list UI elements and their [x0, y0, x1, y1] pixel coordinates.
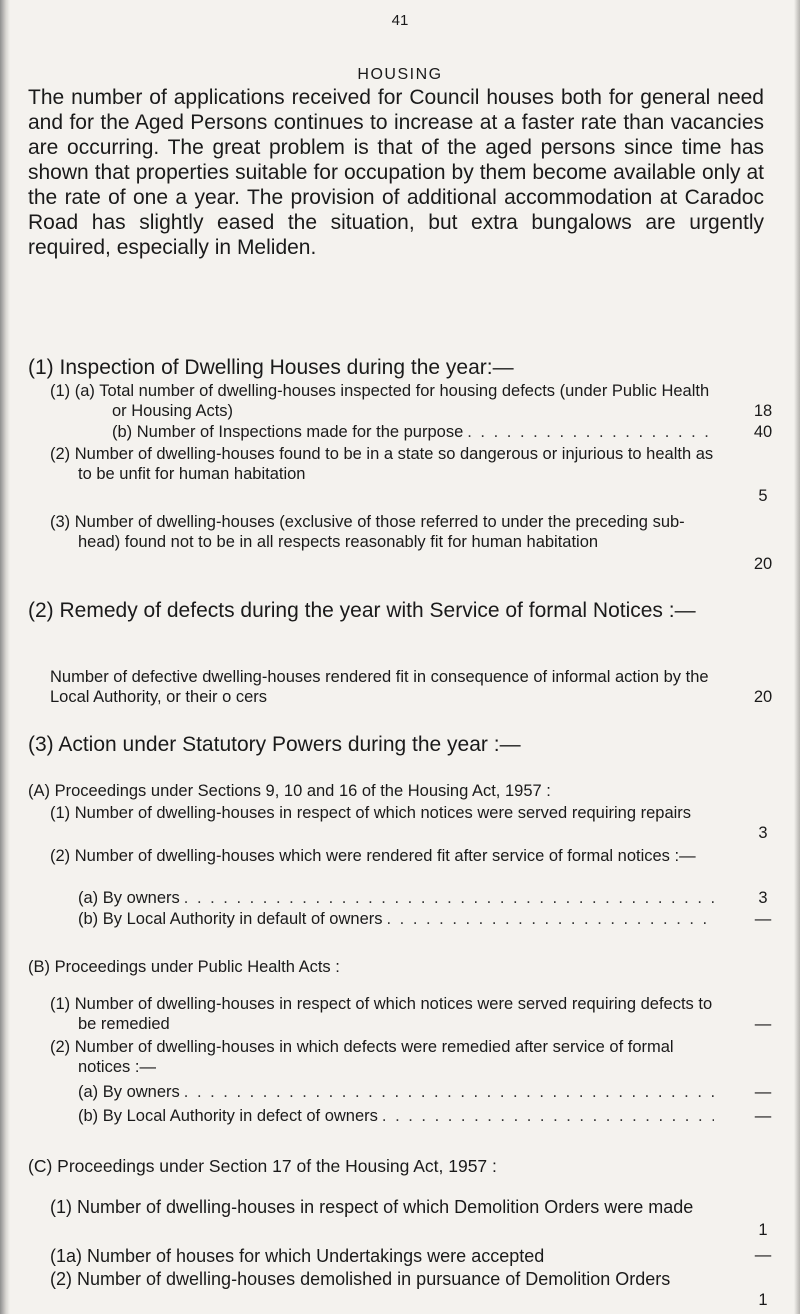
item-A1-text: (1) Number of dwelling-houses in respect of which notices were served requiring repairs	[50, 804, 692, 822]
item-1-3-text: (3) Number of dwelling-houses (exclusive of those referred to under the preceding sub-head) found not to be in all respects reasonably fit for human habitation	[50, 513, 685, 551]
section-2-text: Number of defective dwelling-houses rendered fit in consequence of informal action by the Local Authority, or their o cers	[50, 668, 709, 706]
item-C1a-value: —	[754, 1246, 772, 1264]
item-B2b-text: (b) By Local Authority in defect of owners	[78, 1107, 378, 1125]
item-B2-text: (2) Number of dwelling-houses in which defects were remedied after service of formal notices :—	[50, 1038, 674, 1076]
item-C2-text: (2) Number of dwelling-houses demolished in pursuance of Demolition Orders	[50, 1269, 671, 1289]
item-C2	[50, 1268, 714, 1290]
leader-dots	[180, 888, 714, 908]
item-1b	[112, 422, 714, 442]
item-C1a-text: (1a) Number of houses for which Undertakings were accepted	[50, 1246, 545, 1266]
subsection-A-heading: (A) Proceedings under Sections 9, 10 and 16 of the Housing Act, 1957 :	[28, 782, 551, 800]
section-1-title: (1) Inspection of Dwelling Houses during the year:—	[28, 356, 514, 379]
item-B2a-value: —	[754, 1083, 772, 1101]
item-A2b	[78, 909, 714, 929]
page-edge-shadow-right	[794, 0, 800, 1314]
item-1b-value: 40	[753, 423, 773, 441]
item-A2b-text: (b) By Local Authority in default of owners	[78, 910, 383, 928]
item-A2a-text: (a) By owners	[78, 889, 180, 907]
subsection-B-heading: (B) Proceedings under Public Health Acts :	[28, 958, 340, 976]
section-2-title: (2) Remedy of defects during the year with Service of formal Notices :—	[28, 599, 696, 622]
page-number: 41	[391, 12, 409, 29]
item-A1	[50, 803, 714, 823]
item-B2a	[78, 1082, 714, 1102]
item-A2a-value: 3	[758, 889, 768, 907]
item-C1-value: 1	[758, 1221, 768, 1239]
item-A2a	[78, 888, 714, 908]
item-1b-text: (b) Number of Inspections made for the purpose	[112, 423, 464, 441]
item-1-3-value: 20	[753, 555, 773, 573]
item-B1-text: (1) Number of dwelling-houses in respect of which notices were served requiring defects to be remedied	[50, 995, 713, 1033]
item-1a-text: (1) (a) Total number of dwelling-houses inspected for housing defects (under Public Health or Housing Acts)	[50, 382, 710, 420]
section-heading: HOUSING	[357, 66, 443, 83]
item-C1-text: (1) Number of dwelling-houses in respect of which Demolition Orders were made	[50, 1197, 694, 1217]
item-B2	[50, 1037, 714, 1077]
section-3-title: (3) Action under Statutory Powers during the year :—	[28, 733, 521, 756]
item-1a	[50, 381, 714, 421]
item-B1	[50, 994, 714, 1034]
item-B2b	[78, 1106, 714, 1126]
item-A2	[50, 846, 714, 866]
item-1-2	[50, 444, 714, 484]
intro-paragraph: The number of applications received for Council houses both for general need and for the Aged Persons continues to increase at a faster rate than vacancies are occurring. The great problem is that of the aged persons since time has shown that properties suitable for occupation by them become available only at the rate of one a year. The provision of additional accommodation at Caradoc Road has slightly eased the situation, but extra bungalows are urgently required, especially in Meliden.	[28, 86, 764, 259]
leader-dots	[463, 422, 714, 442]
item-C2-value: 1	[758, 1291, 768, 1309]
item-1-3	[50, 512, 714, 552]
item-C1	[50, 1196, 714, 1218]
leader-dots	[383, 909, 715, 929]
item-B2a-text: (a) By owners	[78, 1083, 180, 1101]
item-A2-text: (2) Number of dwelling-houses which were rendered fit after service of formal notices :—	[50, 847, 696, 865]
item-B1-value: —	[754, 1015, 772, 1033]
item-B2b-value: —	[754, 1107, 772, 1125]
item-1-2-value: 5	[758, 487, 768, 505]
page-edge-shadow	[0, 0, 10, 1314]
item-1a-value: 18	[753, 402, 773, 420]
section-2-value: 20	[753, 688, 773, 706]
item-A1-value: 3	[758, 824, 768, 842]
item-A2b-value: —	[754, 910, 772, 928]
subsection-C-heading: (C) Proceedings under Section 17 of the Housing Act, 1957 :	[28, 1156, 497, 1176]
leader-dots	[378, 1106, 714, 1126]
item-1-2-text: (2) Number of dwelling-houses found to be in a state so dangerous or injurious to health as to be unfit for human habitation	[50, 445, 714, 483]
leader-dots	[180, 1082, 714, 1102]
